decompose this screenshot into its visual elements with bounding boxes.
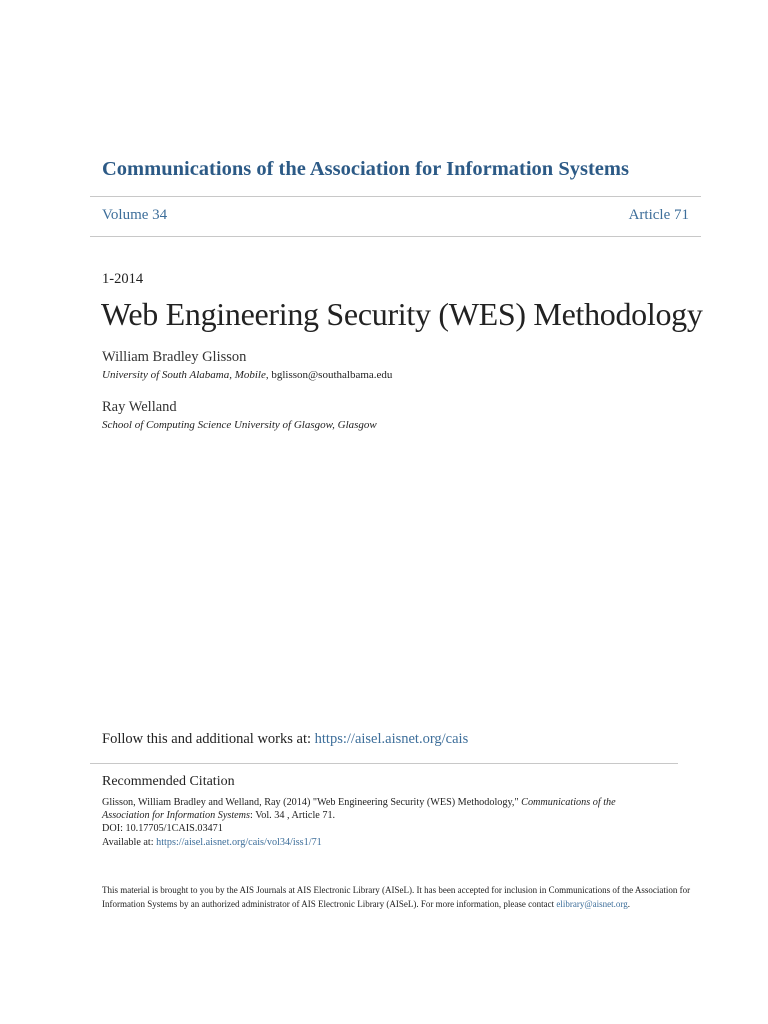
author-affiliation [102, 419, 377, 431]
disclaimer-end: . [627, 898, 630, 909]
citation-heading: Recommended Citation [102, 774, 235, 789]
affiliation-text: School of Computing Science University of Glasgow, Glasgow [102, 419, 377, 431]
author-name: William Bradley Glisson [102, 349, 247, 365]
follow-link[interactable]: https://aisel.aisnet.org/cais [314, 731, 469, 747]
follow-text: Follow this and additional works at: [102, 731, 315, 747]
publication-date: 1-2014 [102, 271, 144, 287]
citation-journal: Communications of the Association for Information Systems [102, 797, 616, 822]
journal-title[interactable]: Communications of the Association for Information Systems [102, 158, 629, 180]
author-name: Ray Welland [102, 399, 177, 415]
disclaimer-text: This material is brought to you by the AIS Journals at AIS Electronic Library (AISeL). It has been accepted for inclusion in Communications of the Association for Information Systems by an authorized administrator of AIS Electronic Library (AISeL). For more information, please contact [102, 885, 691, 909]
volume-row [102, 207, 689, 224]
author-email: bglisson@southalbama.edu [271, 369, 393, 381]
follow-line [102, 731, 468, 748]
citation-divider [90, 763, 678, 764]
author-affiliation: University of South Alabama, Mobile, bglisson@southalbama.edu [102, 369, 393, 381]
contact-email-link[interactable]: elibrary@aisnet.org [556, 898, 628, 909]
citation-doi: DOI: 10.17705/1CAIS.03471 [102, 823, 223, 835]
volume-link[interactable]: Volume 34 [102, 207, 168, 223]
article-link[interactable]: Article 71 [628, 207, 689, 223]
citation-text: Glisson, William Bradley and Welland, Ray (2014) "Web Engineering Security (WES) Methodology," [102, 797, 522, 808]
citation-volume: : Vol. 34 , Article 71. [250, 810, 336, 822]
available-label: Available at: [102, 836, 157, 848]
affiliation-text: University of South Alabama, Mobile [102, 369, 266, 381]
top-divider [90, 196, 701, 197]
volume-divider [90, 236, 701, 237]
citation-link[interactable]: https://aisel.aisnet.org/cais/vol34/iss1/71 [156, 836, 322, 848]
disclaimer [102, 884, 692, 911]
citation-block [102, 796, 662, 849]
article-title: Web Engineering Security (WES) Methodology [101, 296, 703, 332]
